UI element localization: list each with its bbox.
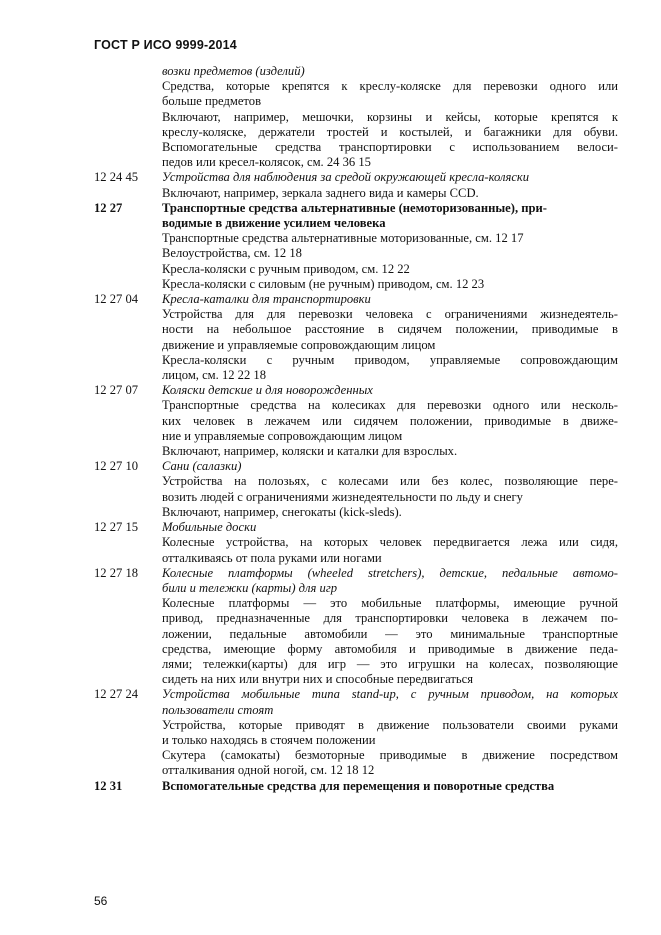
entry-body — [162, 201, 618, 292]
entry-code: 12 27 04 — [94, 292, 139, 307]
entry-text-line: Скутера (самокаты) безмоторные приводимые в движение посредством — [162, 748, 618, 763]
section-title-line: Транспортные средства альтернативные (немоторизованные), при- — [162, 200, 547, 215]
entry-title-line: Устройства мобильные типа stand-up, с ручным приводом, на которых — [162, 687, 618, 702]
entry-code: 12 31 — [94, 778, 123, 793]
entry-code: 12 27 07 — [94, 383, 139, 398]
entry-body — [162, 520, 618, 566]
entry-text-line: лями; тележки(карты) для игр — это игрушки на колесах, позволяющие — [162, 656, 618, 671]
entry-text-line: движение и управляемые сопровождающим лицом — [162, 337, 436, 352]
page-header: ГОСТ Р ИСО 9999-2014 — [94, 38, 237, 52]
entry-body — [162, 292, 618, 383]
entry-text-line: ложении, педальные автомобили — это минимальные транспортные — [162, 626, 618, 641]
entry-title-line: Устройства для наблюдения за средой окружающей кресла-коляски — [162, 170, 530, 185]
entry-text-line: Кресла-коляски с ручным приводом, см. 12 22 — [162, 261, 410, 276]
entry-text-line: Кресла-коляски с силовым (не ручным) приводом, см. 12 23 — [162, 276, 485, 291]
entry-title-line: Сани (салазки) — [162, 459, 242, 474]
entry-text-line: Транспортные средства альтернативные моторизованные, см. 12 17 — [162, 231, 524, 246]
entry-text-line: ких человек в лежачем или сидячем положении, приводимые в движе- — [162, 413, 618, 428]
entry-text-line: педов или кресел-колясок, см. 24 36 15 — [162, 155, 371, 170]
entry-body — [162, 687, 618, 778]
entry-text-line: Средства, которые крепятся к креслу-коляске для перевозки одного или — [162, 79, 618, 94]
entry-title-line: Кресла-каталки для транспортировки — [162, 292, 371, 307]
entry-code: 12 27 24 — [94, 687, 139, 702]
entry-title-line: пользователи стоят — [162, 702, 274, 717]
entry-title-line: Мобильные доски — [162, 520, 257, 535]
entry-text-line: Включают, например, коляски и каталки для взрослых. — [162, 444, 458, 459]
entry-text-line: лицом, см. 12 22 18 — [162, 368, 267, 383]
classification-entry — [94, 566, 618, 688]
classification-entry — [94, 520, 618, 566]
entry-code: 12 27 10 — [94, 459, 139, 474]
entry-code: 12 27 — [94, 200, 123, 215]
entry-text-line: возить людей с ограничениями жизнедеятельности по льду и снегу — [162, 489, 523, 504]
entry-title-line: Коляски детские и для новорожденных — [162, 383, 373, 398]
entry-title-line: били и тележки (карты) для игр — [162, 580, 338, 595]
entry-body — [162, 459, 618, 520]
section-title-line: водимые в движение усилием человека — [162, 216, 386, 231]
entry-text-line: ние и управляемые сопровождающим лицом — [162, 428, 403, 443]
entry-text-line: отталкивания одной ногой, см. 12 18 12 — [162, 763, 375, 778]
entry-text-line: креслу-коляске, держатели тростей и костылей, и багажники для обуви. — [162, 124, 618, 139]
entry-title-line: возки предметов (изделий) — [162, 64, 305, 78]
entry-text-line: и только находясь в стоячем положении — [162, 732, 376, 747]
classification-entry — [94, 687, 618, 778]
entry-text-line: сидеть на них или внутри них и способные передвигаться — [162, 672, 474, 687]
entry-text-line: Устройства на полозьях, с колесами или без колес, позволяющие пере- — [162, 474, 618, 489]
entry-text-line: отталкиваясь от пола руками или ногами — [162, 550, 382, 565]
classification-entry — [94, 383, 618, 459]
entry-text-line: Вспомогательные средства транспортировки с использованием велоси- — [162, 140, 618, 155]
entry-code: 12 27 18 — [94, 565, 139, 580]
classification-entry — [94, 459, 618, 520]
entry-text-line: Велоустройства, см. 12 18 — [162, 246, 302, 261]
entry-body — [162, 383, 618, 459]
classification-entry — [94, 201, 618, 292]
entry-body — [162, 64, 618, 170]
entry-text-line: Колесные платформы — это мобильные платформы, имеющие ручной — [162, 596, 618, 611]
entry-code: 12 24 45 — [94, 170, 139, 185]
entry-text-line: больше предметов — [162, 94, 262, 109]
entry-text-line: Колесные устройства, на которых человек передвигается лежа или сидя, — [162, 535, 618, 550]
classification-entry — [94, 292, 618, 383]
classification-entry — [94, 779, 618, 794]
entry-title-line: Колесные платформы (wheeled stretchers), детские, педальные автомо- — [162, 565, 618, 580]
entry-body — [162, 170, 618, 200]
entry-text-line: ности на небольшое расстояние в сидячем положении, приводимые в — [162, 322, 618, 337]
entry-text-line: Включают, например, снегокаты (kick-sleds). — [162, 504, 402, 519]
classification-entry — [94, 64, 618, 170]
entry-text-line: Включают, например, зеркала заднего вида и камеры CCD. — [162, 185, 479, 200]
document-body — [94, 64, 618, 794]
classification-entry — [94, 170, 618, 200]
entry-text-line: Кресла-коляски с ручным приводом, управляемые сопровождающим — [162, 352, 618, 367]
entry-text-line: Включают, например, мешочки, корзины и кейсы, которые крепятся к — [162, 109, 618, 124]
entry-code — [94, 64, 162, 170]
entry-body — [162, 779, 618, 794]
entry-text-line: Транспортные средства на колесиках для перевозки одного или несколь- — [162, 398, 618, 413]
page-number: 56 — [94, 894, 108, 908]
entry-body — [162, 566, 618, 688]
entry-text-line: Устройства для для перевозки человека с ограничениями жизнедеятель- — [162, 307, 618, 322]
entry-code: 12 27 15 — [94, 520, 139, 535]
entry-text-line: привод, предназначенные для транспортировки человека в лежачем по- — [162, 611, 618, 626]
entry-text-line: Устройства, которые приводят в движение пользователи своими руками — [162, 717, 618, 732]
section-title-line: Вспомогательные средства для перемещения и поворотные средства — [162, 778, 555, 793]
entry-text-line: средства, имеющие форму автомобиля и приводимые в движение педа- — [162, 641, 618, 656]
